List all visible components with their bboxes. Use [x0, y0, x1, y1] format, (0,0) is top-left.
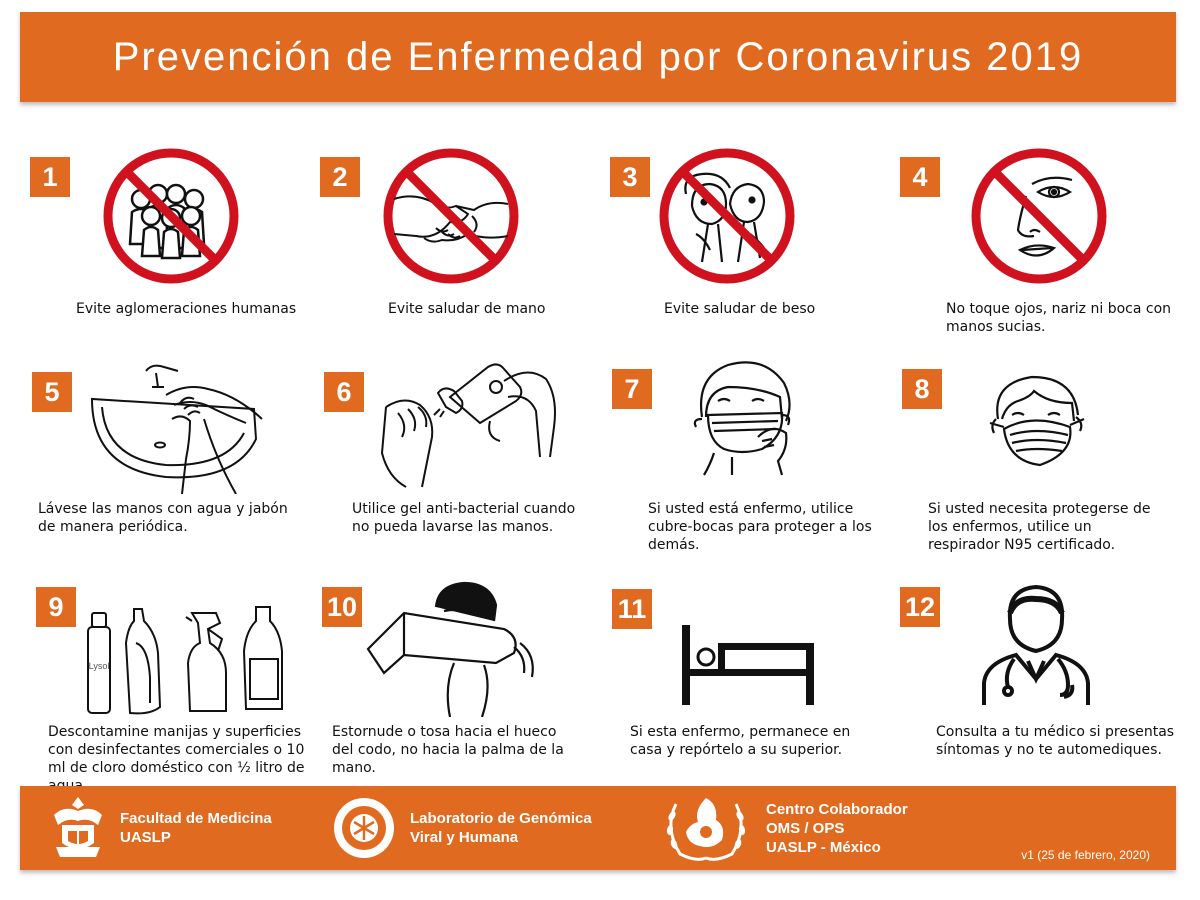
- laboratorio-seal-icon: [332, 792, 396, 864]
- org-facultad: [50, 786, 272, 870]
- measure-caption: Evite saludar de mano: [388, 301, 546, 317]
- laboratorio-line1: Laboratorio de Genómica: [410, 810, 592, 827]
- measure-caption: Utilice gel anti-bacterial cuando no pueda lavarse las manos.: [352, 501, 576, 535]
- measure-number: 3: [610, 157, 650, 197]
- disinfectant-bottles-icon: [80, 603, 290, 718]
- bed-rest-icon: [678, 619, 818, 709]
- measure-number: 8: [902, 369, 942, 409]
- measure-caption: Consulta a tu médico si presentas síntomas y no te automediques.: [936, 724, 1175, 758]
- facultad-crest-icon: [50, 795, 106, 861]
- measure-card-11: [608, 585, 898, 785]
- centro-line3: UASLP - México: [766, 838, 881, 856]
- measure-number: 1: [30, 157, 70, 197]
- measure-caption: Evite aglomeraciones humanas: [76, 301, 297, 317]
- sneeze-into-elbow-icon: [364, 577, 564, 717]
- n95-respirator-icon: [982, 369, 1092, 479]
- laurel-emblem-icon: [660, 792, 752, 864]
- measure-card-3: [608, 140, 898, 340]
- face-mask-icon: [688, 357, 798, 477]
- measure-card-9: [28, 585, 318, 785]
- measure-number: 7: [612, 369, 652, 409]
- hand-sanitizer-icon: [378, 357, 568, 497]
- facultad-line2: UASLP: [120, 829, 171, 846]
- measure-number: 6: [324, 372, 364, 412]
- measure-caption: Si usted necesita protegerse de los enfermos, utilice un respirador N95 certificado.: [928, 501, 1151, 553]
- version-label: v1 (25 de febrero, 2020): [1021, 848, 1150, 862]
- measure-caption: Descontamine manijas y superficies con desinfectantes comerciales o 10 ml de cloro doméstico con ½ litro de: [48, 724, 305, 776]
- measure-card-5: [28, 355, 318, 555]
- measure-caption: Evite saludar de beso: [664, 301, 816, 317]
- facultad-label: [120, 809, 272, 847]
- measure-number: 5: [32, 372, 72, 412]
- centro-line1: Centro Colaborador: [766, 800, 908, 818]
- footer-bar: [20, 786, 1176, 870]
- doctor-icon: [976, 579, 1096, 709]
- measure-card-6: [318, 355, 608, 555]
- measure-caption: Estornude o tosa hacia el hueco del codo, no hacia la palma de la mano.: [332, 724, 564, 776]
- measure-card-10: [318, 585, 608, 785]
- centro-label: [766, 800, 908, 857]
- measure-card-1: [28, 140, 318, 340]
- measure-card-7: [608, 355, 898, 555]
- measure-card-12: [898, 585, 1188, 785]
- face-touch-prohibited-icon: [964, 144, 1114, 294]
- measure-card-2: [318, 140, 608, 340]
- handwashing-sink-icon: [86, 359, 266, 494]
- crowd-prohibited-icon: [96, 144, 246, 294]
- kiss-greeting-prohibited-icon: [652, 144, 802, 294]
- facultad-line1: Facultad de Medicina: [120, 810, 272, 827]
- measure-caption: No toque ojos, nariz ni boca con manos sucias.: [946, 301, 1172, 335]
- measure-number: 9: [36, 587, 76, 627]
- measure-caption: Lávese las manos con agua y jabón de manera periódica.: [38, 501, 288, 535]
- handshake-prohibited-icon: [376, 144, 526, 294]
- laboratorio-label: [410, 809, 592, 847]
- laboratorio-line2: Viral y Humana: [410, 829, 519, 846]
- page-title: Prevención de Enfermedad por Coronavirus 2019: [112, 34, 1084, 79]
- measure-number: 4: [900, 157, 940, 197]
- measure-number: 12: [900, 587, 940, 627]
- measure-card-8: [898, 355, 1188, 555]
- measure-caption: Si usted está enfermo, utilice cubre-bocas para proteger a los demás.: [648, 501, 872, 553]
- centro-line2: OMS / OPS: [766, 819, 845, 837]
- title-banner: [20, 12, 1176, 102]
- measure-number: 10: [322, 587, 362, 627]
- measure-number: 2: [320, 157, 360, 197]
- measure-number: 11: [612, 589, 652, 629]
- lysol-label: Lysol: [88, 661, 110, 671]
- measure-card-4: [898, 140, 1188, 340]
- measure-caption: Si esta enfermo, permanece en casa y repórtelo a su superior.: [630, 724, 851, 758]
- org-laboratorio: [332, 786, 592, 870]
- org-centro-colaborador: [660, 786, 908, 870]
